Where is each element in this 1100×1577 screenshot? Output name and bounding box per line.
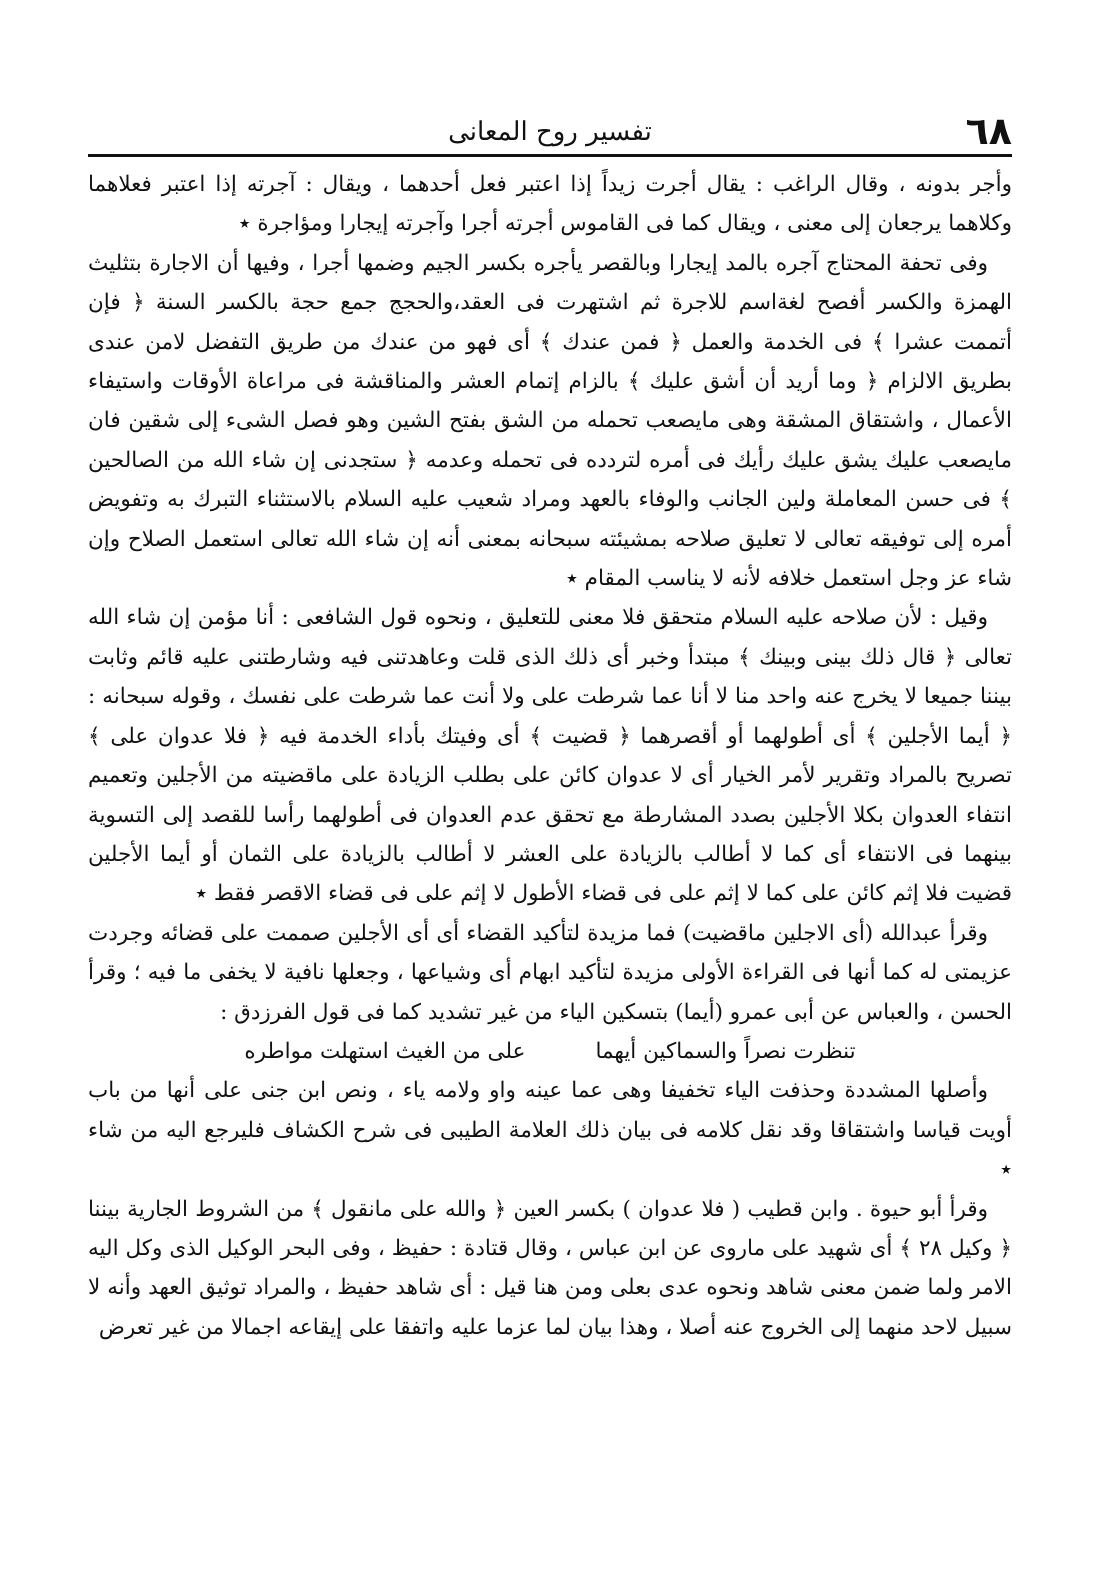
verse-hemistich-1: تنظرت نصراً والسماكين أيهما — [595, 1038, 856, 1064]
poetry-verse — [88, 1032, 1012, 1071]
book-page — [88, 108, 1012, 1528]
book-title: تفسير روح المعانى — [448, 117, 652, 147]
paragraph-1: وأجر بدونه ، وقال الراغب : يقال أجرت زيداً إذا اعتبر فعل أحدهما ، ويقال : آجرته إذا اعتبر فعلاهما وكلاهما يرجعان إلى معنى ، ويقال كما فى القاموس أجرته أجرا وآجرته إيجارا ومؤاجرة ٭ — [88, 172, 1012, 237]
paragraph-5: وأصلها المشددة وحذفت الياء تخفيفا وهى عما عينه واو ولامه ياء ، ونص ابن جنى على أنها من باب أويت قياسا واشتقاقا وقد نقل كلامه فى بيان ذلك العلامة الطيبى فى شرح الكشاف فليرجع اليه من شاء ٭ — [88, 1078, 1012, 1183]
paragraph-3: وقيل : لأن صلاحه عليه السلام متحقق فلا معنى للتعليق ، ونحوه قول الشافعى : أنا مؤمن إن شاء الله تعالى ﴿ قال ذلك بينى وبينك ﴾ مبتدأ وخبر أى ذلك الذى قلت وعاهدتنى فيه وشارطتنى عليه قائم وثابت بيننا جميعا لا يخرج عنه واحد منا لا أنا عما شرطت على ولا أنت عما شرطت على نفسك ، وقوله سبحانه : ﴿ أيما الأجلين ﴾ أى أطولهما أو أقصرهما ﴿ قضيت ﴾ أى وفيتك بأداء الخدمة فيه ﴿ فلا عدوان على ﴾ تصريح بالمراد وتقرير لأمر الخيار أى لا عدوان كائن على بطلب الزيادة على ماقضيته من الأجلين وتعميم انتفاء العدوان بكلا الأجلين بصدد المشارطة مع تحقق عدم العدوان فى أطولهما رأسا للقصد إلى التسوية بينهما فى الانتفاء أى كما لا أطالب بالزيادة على العشر لا أطالب بالزيادة على الثمان أو أيما الأجلين قضيت فلا إثم كائن على كما لا إثم على فى قضاء الأطول لا إثم على فى قضاء الاقصر فقط ٭ — [88, 605, 1012, 907]
verse-hemistich-2: على من الغيث استهلت مواطره — [244, 1038, 526, 1064]
page-body — [88, 165, 1012, 1347]
paragraph-6: وقرأ أبو حيوة . وابن قطيب ( فلا عدوان ) بكسر العين ﴿ والله على مانقول ﴾ من الشروط الجارية بيننا ﴿ وكيل ٢٨ ﴾ أى شهيد على ماروى عن ابن عباس ، وقال قتادة : حفيظ ، وفى البحر الوكيل الذى وكل اليه الامر ولما ضمن معنى شاهد ونحوه عدى بعلى ومن هنا قيل : أى شاهد حفيظ ، والمراد توثيق العهد وأنه لا سبيل لاحد منهما إلى الخروج عنه أصلا ، وهذا بيان لما عزما عليه واتفقا على إيقاعه اجمالا من غير تعرض — [88, 1196, 1012, 1340]
page-number: ٦٨ — [965, 109, 1012, 153]
page-header — [88, 108, 1012, 157]
paragraph-2: وفى تحفة المحتاج آجره بالمد إيجارا وبالقصر يأجره بكسر الجيم وضمها أجرا ، وفيها أن الاجارة بتثليث الهمزة والكسر أفصح لغةاسم للاجرة ثم اشتهرت فى العقد،والحجج جمع حجة بالكسر السنة ﴿ فإن أتممت عشرا ﴾ فى الخدمة والعمل ﴿ فمن عندك ﴾ أى فهو من عندك من طريق التفضل لامن عندى بطريق الالزام ﴿ وما أريد أن أشق عليك ﴾ بالزام إتمام العشر والمناقشة فى مراعاة الأوقات واستيفاء الأعمال ، واشتقاق المشقة وهى مايصعب تحمله من الشق بفتح الشين وهو فصل الشىء إلى شقين فان مايصعب عليك يشق عليك رأيك فى أمره لتردده فى تحمله وعدمه ﴿ ستجدنى إن شاء الله من الصالحين ﴾ فى حسن المعاملة ولين الجانب والوفاء بالعهد ومراد شعيب عليه السلام بالاستثناء التبرك به وتفويض أمره إلى توفيقه تعالى لا تعليق صلاحه بمشيئته سبحانه بمعنى أنه إن شاء الله تعالى استعمل الصلاح وإن شاء عز وجل استعمل خلافه لأنه لا يناسب المقام ٭ — [88, 250, 1012, 592]
paragraph-4: وقرأ عبدالله (أى الاجلين ماقضيت) فما مزيدة لتأكيد القضاء أى أى الأجلين صممت على قضائه وجردت عزيمتى له كما أنها فى القراءة الأولى مزيدة لتأكيد ابهام أى وشياعها ، وجعلها نافية لا يخفى ما فيه ؛ وقرأ الحسن ، والعباس عن أبى عمرو (أيما) بتسكين الياء من غير تشديد كما فى قول الفرزدق : — [88, 920, 1012, 1025]
